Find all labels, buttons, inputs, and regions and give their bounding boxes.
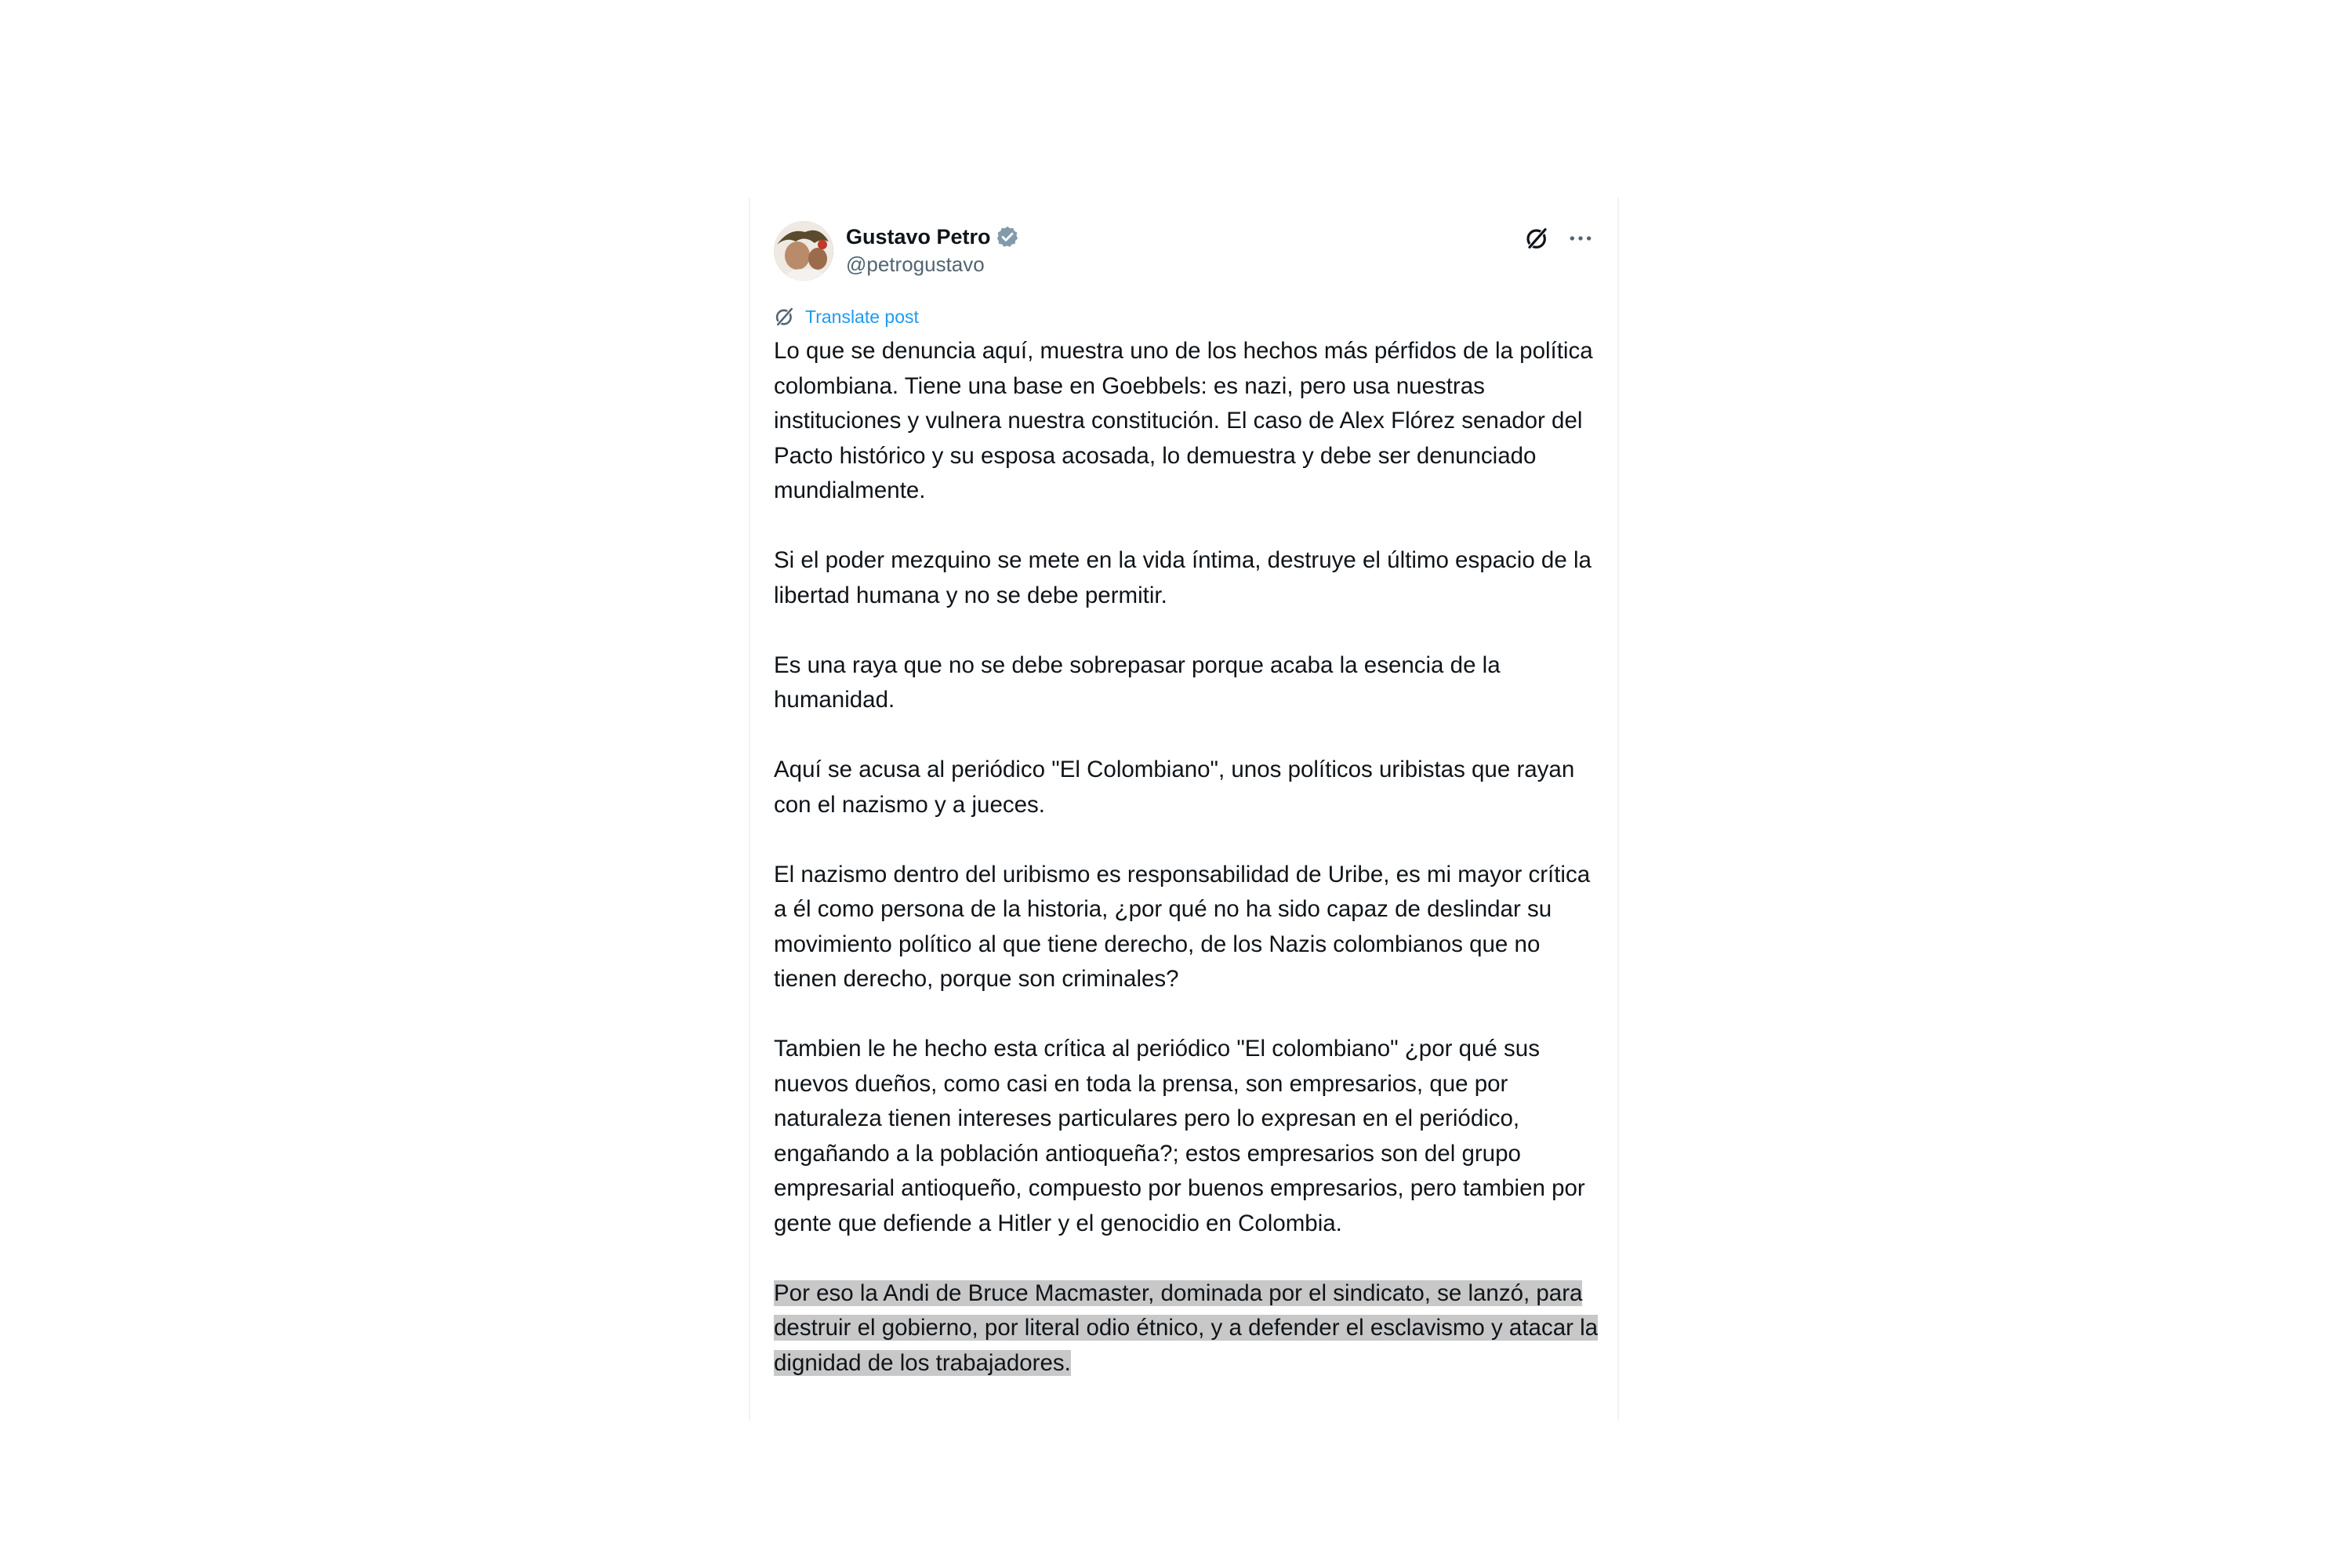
selected-text: Por eso la Andi de Bruce Macmaster, dominada por el sindicato, se lanzó, para destruir el gobierno, por literal odio étnico, y a defender el esclavismo y atacar la dignidad de los trabajadores. [774, 1279, 1599, 1376]
display-name-row [846, 223, 1019, 251]
user-block [846, 223, 1019, 277]
post-paragraph: El nazismo dentro del uribismo es responsabilidad de Uribe, es mi mayor crítica a él como persona de la historia, ¿por qué no ha sido capaz de deslindar su movimiento político al que tiene derecho, de los Nazis colombianos que no tienen derecho, porque son criminales? [774, 861, 1591, 992]
display-name[interactable]: Gustavo Petro [846, 224, 991, 249]
post-paragraph: Aquí se acusa al periódico "El Colombiano", unos políticos uribistas que rayan con el nazismo y a jueces. [774, 757, 1575, 818]
translate-icon [774, 306, 796, 328]
post-paragraph: Lo que se denuncia aquí, muestra uno de los hechos más pérfidos de la política colombiana. Tiene una base en Goebbels: es nazi, pero usa nuestras instituciones y vulnera nuestra constitución. El caso de Alex Flórez senador del Pacto histórico y su esposa acosada, lo demuestra y debe ser denunciado mundialmente. [774, 338, 1593, 503]
avatar[interactable] [774, 221, 833, 281]
grok-icon[interactable] [1525, 226, 1550, 251]
post-paragraph: Es una raya que no se debe sobrepasar porque acaba la esencia de la humanidad. [774, 652, 1501, 713]
handle[interactable]: @petrogustavo [846, 252, 985, 276]
more-options-icon[interactable] [1567, 226, 1594, 251]
avatar-image [774, 221, 833, 281]
header-actions [1525, 226, 1594, 251]
verified-badge-icon[interactable] [996, 225, 1019, 249]
post-header [774, 221, 1594, 284]
post-paragraph: Tambien le he hecho esta crítica al periódico "El colombiano" ¿por qué sus nuevos dueños, como casi en toda la prensa, son empresarios, que por naturaleza tienen intereses particulares pero lo expresan en el periódico, engañando a la población antioqueña?; estos empresarios son del grupo empresarial antioqueño, compuesto por buenos empresarios, pero tambien por gente que defiende a Hitler y el genocidio en Colombia. [774, 1036, 1585, 1236]
post-card [749, 198, 1619, 1421]
post-body [774, 334, 1605, 1381]
highlighted-paragraph [774, 1276, 1605, 1381]
translate-row[interactable] [774, 304, 919, 329]
translate-post-link[interactable]: Translate post [805, 306, 919, 327]
post-paragraph: Si el poder mezquino se mete en la vida íntima, destruye el último espacio de la libertad humana y no se debe permitir. [774, 547, 1592, 608]
